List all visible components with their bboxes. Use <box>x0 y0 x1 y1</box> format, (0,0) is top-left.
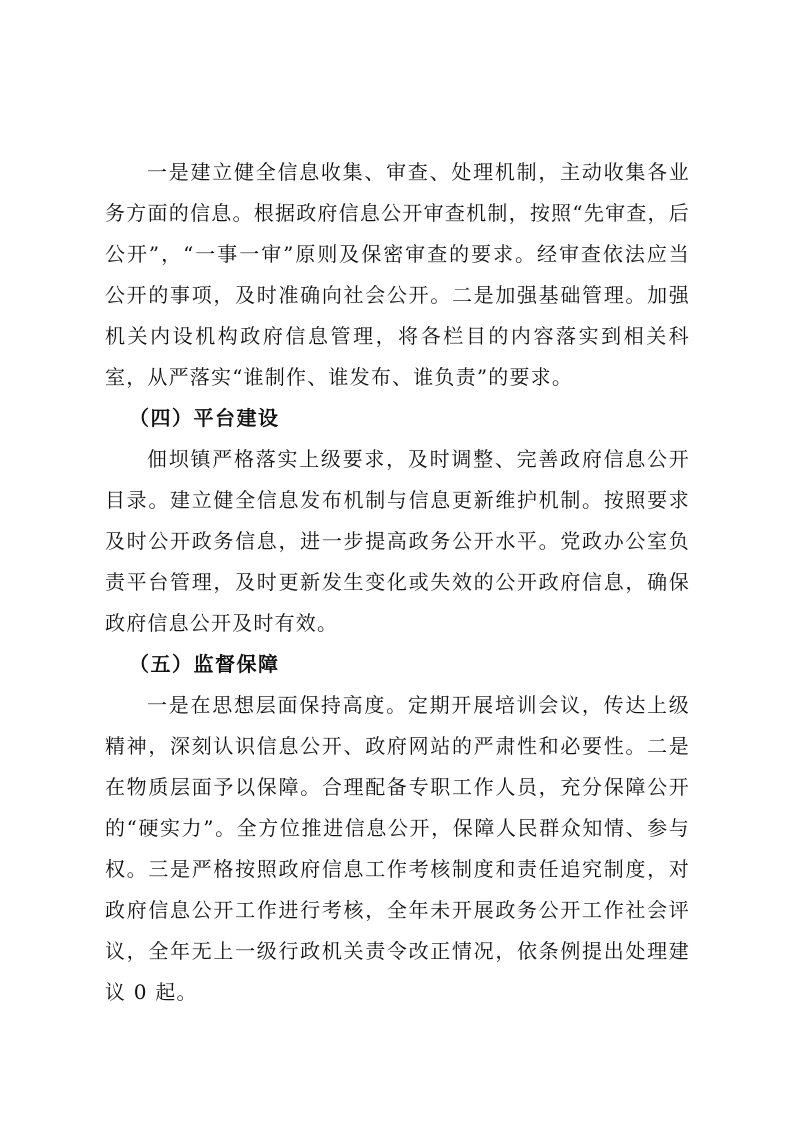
paragraph-supervision-guarantee: 一是在思想层面保持高度。定期开展培训会议，传达上级精神，深刻认识信息公开、政府网站的严肃性和必要性。二是在物质层面予以保障。合理配备专职工作人员，充分保障公开的“硬实力”。全方位推进信息公开，保障人民群众知情、参与权。三是严格按照政府信息工作考核制度和责任追究制度，对政府信息公开工作进行考核，全年未开展政务公开工作社会评议，全年无上一级行政机关责令改正情况，依条例提出处理建议 0 起。 <box>105 693 690 1004</box>
document-body <box>105 152 690 1013</box>
paragraph-platform-construction: 佃坝镇严格落实上级要求，及时调整、完善政府信息公开目录。建立健全信息发布机制与信息更新维护机制。按照要求及时公开政务信息，进一步提高政务公开水平。党政办公室负责平台管理，及时更新发生变化或失效的公开政府信息，确保政府信息公开及时有效。 <box>105 447 690 635</box>
paragraph-info-review-mechanism: 一是建立健全信息收集、审查、处理机制，主动收集各业务方面的信息。根据政府信息公开审查机制，按照“先审查，后公开”，“一事一审”原则及保密审查的要求。经审查依法应当公开的事项，及时准确向社会公开。二是加强基础管理。加强机关内设机构政府信息管理，将各栏目的内容落实到相关科室，从严落实“谁制作、谁发布、谁负责”的要求。 <box>105 160 690 389</box>
section-heading-supervision: （五）监督保障 <box>129 652 280 676</box>
section-heading-platform: （四）平台建设 <box>129 406 280 430</box>
